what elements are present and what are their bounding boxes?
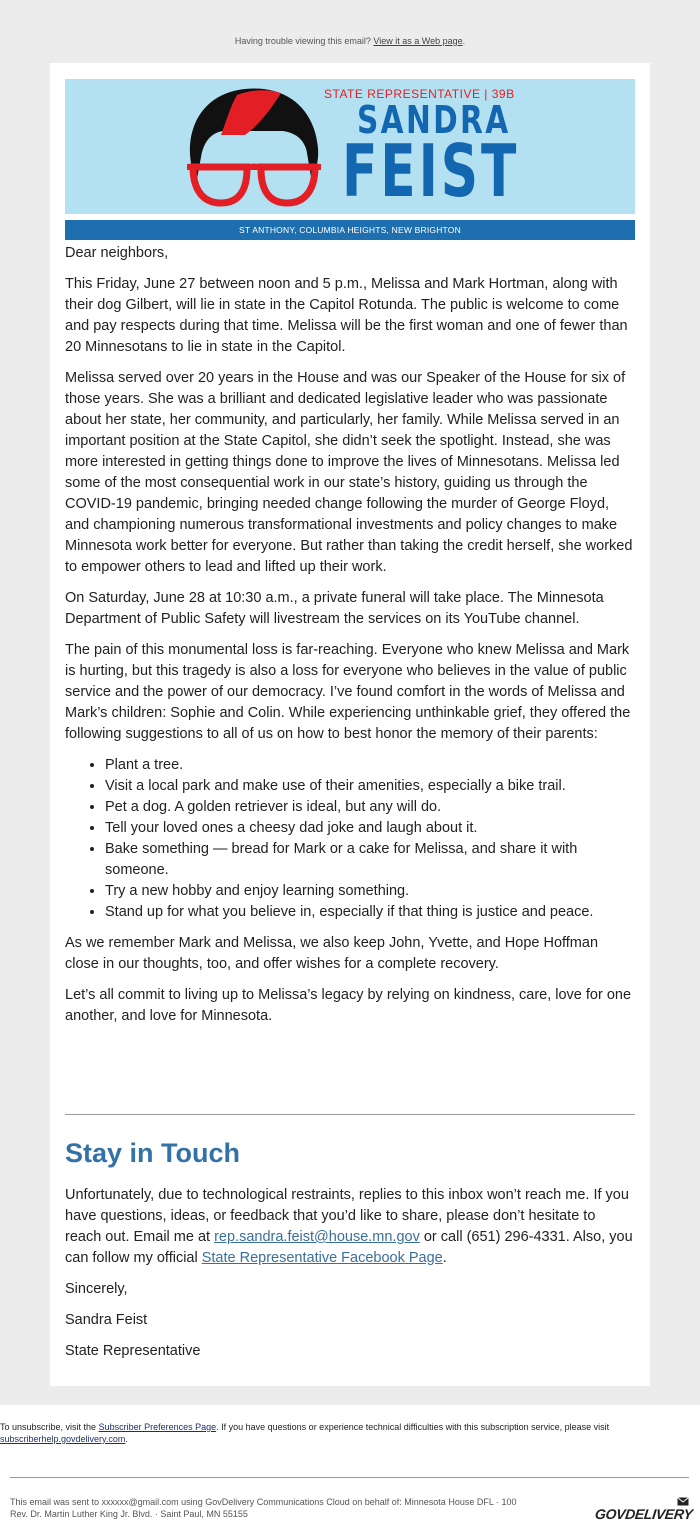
list-item: • Plant a tree. xyxy=(105,755,635,776)
contact-paragraph xyxy=(65,1185,635,1269)
letter-body xyxy=(65,243,635,1037)
contact-text: Unfortunately, due to technological restraints, replies to this inbox won’t reach me. If you have questions, ideas, or feedback that you’d like to share, please don’t hesitate to reach out. Email me at xyxy=(65,1187,629,1245)
unsub-text-2: . If you have questions or experience technical difficulties with this subscription service, please visit xyxy=(216,1422,610,1432)
paragraph-lie-in-state: This Friday, June 27 between noon and 5 p.m., Melissa and Mark Hortman, along with their dog Gilbert, will lie in state in the Capitol Rotunda. The public is welcome to come and pay respects during that time. Melissa will be the first woman and one of fewer than 20 Minnesotans to lie in state in the Capitol. xyxy=(65,276,628,355)
paragraph-loss: The pain of this monumental loss is far-reaching. Everyone who knew Melissa and Mark is hurting, but this tragedy is also a loss for everyone who believes in the value of public service and the power of our democracy. I’ve found comfort in the words of Melissa and Mark’s children: Sophie and Colin. While experiencing unthinkable grief, they offered the following suggestions to all of us on how to best honor the memory of their parents: xyxy=(65,642,631,742)
email-link[interactable]: rep.sandra.feist@house.mn.gov xyxy=(214,1229,420,1245)
unsub-text-3: . xyxy=(125,1434,128,1444)
paragraph-funeral: On Saturday, June 28 at 10:30 a.m., a private funeral will take place. The Minnesota Department of Public Safety will livestream the services on its YouTube channel. xyxy=(65,590,604,627)
sent-line-2: Rev. Dr. Martin Luther King Jr. Blvd. · Saint Paul, MN 55155 xyxy=(10,1509,248,1519)
signature-name: Sandra Feist xyxy=(65,1312,148,1328)
suggestions-list xyxy=(65,755,635,923)
signature-title: State Representative xyxy=(65,1343,201,1359)
unsubscribe-notice xyxy=(0,1421,700,1445)
stay-in-touch-heading: Stay in Touch xyxy=(65,1138,241,1168)
header-banner xyxy=(65,79,635,214)
list-item: • Try a new hobby and enjoy learning something. xyxy=(105,881,635,902)
rep-title: STATE REPRESENTATIVE | 39B xyxy=(324,87,515,101)
contact-text-3: . xyxy=(442,1250,447,1266)
list-item: • Pet a dog. A golden retriever is ideal, but any will do. xyxy=(105,797,635,818)
contact-text-2: or call (651) 296-4331. Also, you can follow my official xyxy=(65,1229,633,1266)
sent-to-notice xyxy=(10,1496,580,1520)
list-item: • Visit a local park and make use of their amenities, especially a bike trail. xyxy=(105,776,635,797)
trouble-text: Having trouble viewing this email? xyxy=(234,36,371,46)
view-web-page-link[interactable]: View it as a Web page xyxy=(373,36,463,46)
list-item: • Stand up for what you believe in, especially if that thing is justice and peace. xyxy=(105,902,635,923)
facebook-page-link[interactable]: State Representative Facebook Page xyxy=(201,1250,443,1266)
view-online-notice xyxy=(0,36,700,46)
paragraph-recovery: As we remember Mark and Melissa, we also keep John, Yvette, and Hope Hoffman close in our thoughts, too, and offer wishes for a complete recovery. xyxy=(65,935,599,972)
subscriber-help-link[interactable]: subscriberhelp.govdelivery.com xyxy=(0,1434,126,1444)
govdelivery-logo[interactable]: GOVDELIVERY xyxy=(594,1506,694,1522)
list-item: • Tell your loved ones a cheesy dad joke and laugh about it. xyxy=(105,818,635,839)
envelope-icon xyxy=(677,1497,689,1506)
email-card xyxy=(50,63,650,1386)
districts-strip: ST ANTHONY, COLUMBIA HEIGHTS, NEW BRIGHTON xyxy=(65,220,635,240)
feist-logo-icon xyxy=(183,83,323,213)
subscriber-preferences-link[interactable]: Subscriber Preferences Page xyxy=(98,1422,217,1432)
first-name: SANDRA xyxy=(357,98,511,142)
paragraph-legacy: Let’s all commit to living up to Melissa’s legacy by relying on kindness, care, love for one another, and love for Minnesota. xyxy=(65,987,632,1024)
section-divider xyxy=(65,1114,635,1115)
list-item: • Bake something — bread for Mark or a cake for Melissa, and share it with someone. xyxy=(105,839,635,881)
sent-line-1: This email was sent to xxxxxx@gmail.com using GovDelivery Communications Cloud on behalf of: Minnesota House DFL · 100 xyxy=(10,1497,517,1507)
footer-divider xyxy=(10,1477,689,1478)
last-name: FEIST xyxy=(342,129,520,213)
greeting: Dear neighbors, xyxy=(65,245,169,261)
closing: Sincerely, xyxy=(65,1281,128,1297)
unsub-text: To unsubscribe, visit the xyxy=(0,1422,99,1432)
paragraph-service: Melissa served over 20 years in the House and was our Speaker of the House for six of those years. She was a brilliant and dedicated legislative leader who was passionate about her state, her community, and particularly, her family. While Melissa served in an important position at the State Capitol, she didn’t seek the spotlight. Instead, she was more interested in getting things done to improve the lives of Minnesotans. Melissa led some of the most consequential work in our state’s history, guiding us through the COVID-19 pandemic, bringing needed change following the murder of George Floyd, and championing numerous transformational investments and policy changes to make Minnesota work better for everyone. But rather than taking the credit herself, she worked to empower others to lead and lifted up their work. xyxy=(65,370,633,575)
contact-section xyxy=(65,1185,635,1372)
period: . xyxy=(462,36,466,46)
